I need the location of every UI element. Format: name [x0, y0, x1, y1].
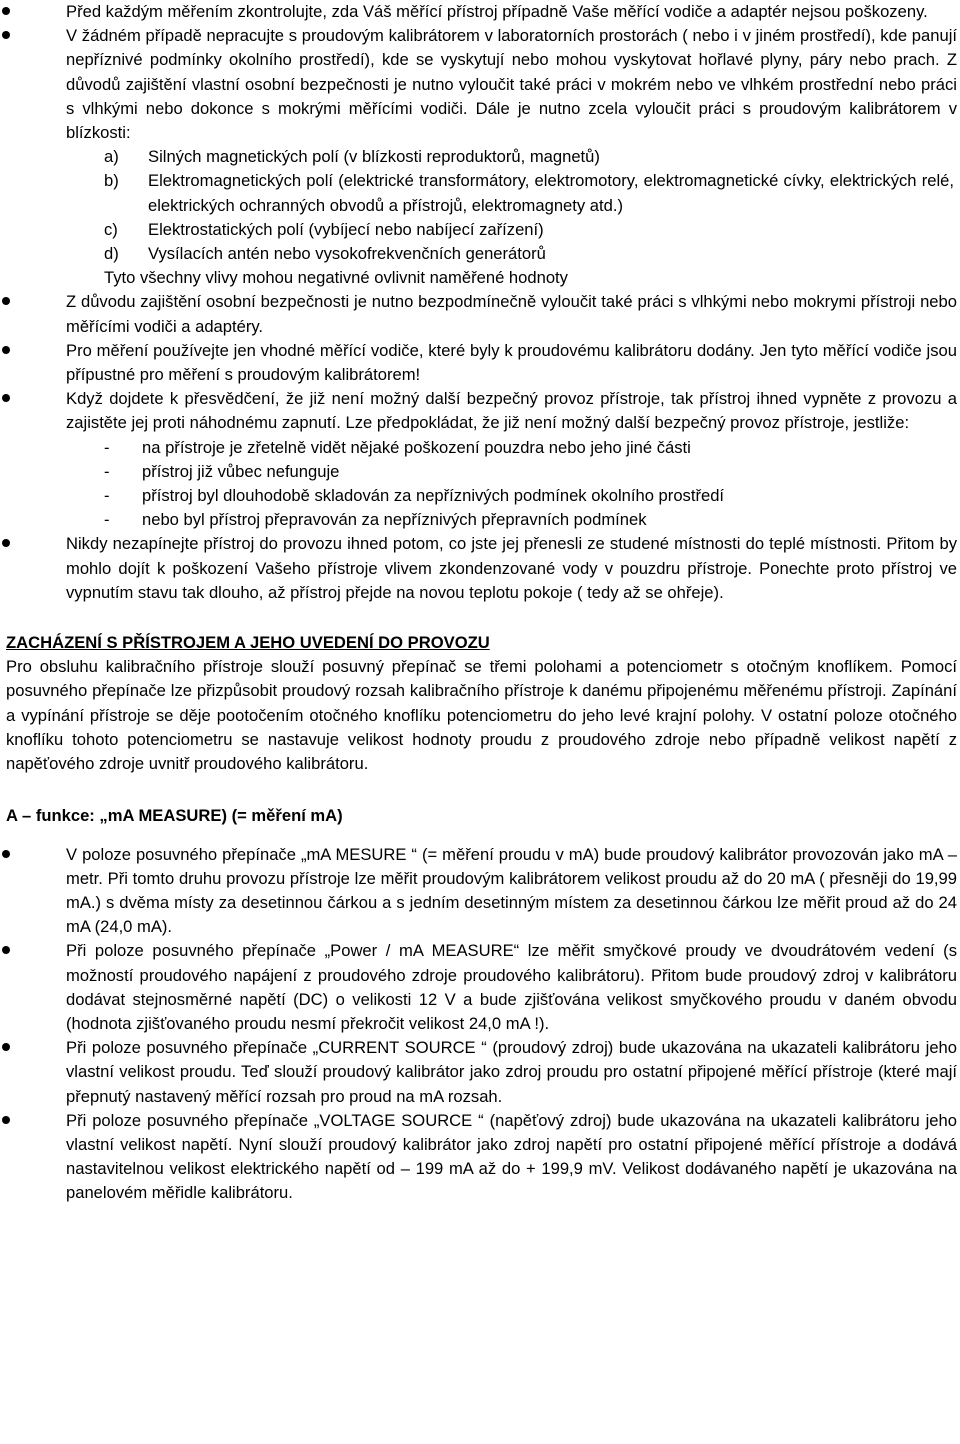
bullet-item	[0, 532, 960, 605]
bullet-text: V poloze posuvného přepínače „mA MESURE “ (= měření proudu v mA) bude proudový kalibrátor provozován jako mA – metr. Při tomto druhu provozu přístroje lze měřit proudovým kalibrátorem velikost proudu až do 20 mA ( přesněji do 19,99 mA.) s dvěma místy za desetinnou čárkou a s jedním desetinným místem za desetinnou čárkou lze měřit proud až do 24 mA (24,0 mA).	[66, 844, 957, 937]
dash-marker: -	[104, 510, 110, 530]
sublist-item-c	[66, 218, 957, 242]
dash-marker: -	[104, 486, 110, 506]
sublist-marker: d)	[104, 244, 119, 264]
bullet-text: Při poloze posuvného přepínače „VOLTAGE SOURCE “ (napěťový zdroj) bude ukazována na ukazateli kalibrátoru jeho vlastní velikost napětí. Nyní slouží proudový kalibrátor jako zdroj napětí pro ostatní připojené měřící přístroje a dodává nastavitelnou velikost elektrického napětí od – 199 mA až do + 199,9 mV. Velikost dodávaného napětí je ukazována na panelovém měřidle kalibrátoru.	[66, 1110, 957, 1203]
bullet-item	[0, 24, 960, 290]
bullet-icon	[2, 946, 10, 954]
sublist-text: Elektrostatických polí (vybíjecí nebo nabíjecí zařízení)	[148, 219, 544, 239]
bullet-item	[0, 1109, 960, 1206]
sublist-marker: c)	[104, 219, 118, 239]
bullet-icon	[2, 31, 10, 39]
influence-note: Tyto všechny vlivy mohou negativné ovlivnit naměřené hodnoty	[104, 268, 568, 288]
bullet-icon	[2, 1116, 10, 1124]
dash-marker: -	[104, 437, 110, 457]
dash-text: na přístroje je zřetelně vidět nějaké poškození pouzdra nebo jeho jiné části	[142, 437, 691, 457]
dash-text: přístroj byl dlouhodobě skladován za nepříznivých podmínek okolního prostředí	[142, 486, 725, 506]
sublist-item-d	[66, 242, 957, 266]
bullet-text: Nikdy nezapínejte přístroj do provozu ihned potom, co jste jej přenesli ze studené místnosti do teplé místnosti. Přitom by mohlo dojít k poškození Vašeho přístroje vlivem zkondenzované vody v pouzdru přístroje. Ponechte proto přístroj ve vypnutím stavu tak dlouho, až přístroj přejde na novou teplotu pokoje ( tedy až se ohřeje).	[66, 534, 957, 602]
dash-item	[66, 508, 957, 532]
dash-item	[66, 436, 957, 460]
bullet-icon	[2, 7, 10, 15]
dash-marker: -	[104, 461, 110, 481]
bullet-icon	[2, 346, 10, 354]
bullet-icon	[2, 394, 10, 402]
bullet-item	[0, 939, 960, 1036]
function-heading: A – funkce: „mA MEASURE) (= měření mA)	[6, 806, 343, 826]
dash-text: přístroj již vůbec nefunguje	[142, 461, 340, 481]
bullet-item	[0, 339, 960, 387]
sublist-item-b	[66, 169, 957, 217]
bullet-icon	[2, 1043, 10, 1051]
dash-item	[66, 460, 957, 484]
bullet-text: Při poloze posuvného přepínače „CURRENT SOURCE “ (proudový zdroj) bude ukazována na ukazateli kalibrátoru jeho vlastní velikost proudu. Teď slouží proudový kalibrátor jako zdroj proudu pro ostatní připojené měřící přístroje (které mají přepnutý nastavený měřící rozsah pro proud na mA rozsah.	[66, 1038, 957, 1106]
bullet-text: Když dojdete k přesvědčení, že již není možný další bezpečný provoz přístroje, tak přístroj ihned vypněte z provozu a zajistěte jej proti náhodnému zapnutí. Lze předpokládat, že již není možný další bezpečný provoz přístroje, jestliže:	[66, 389, 957, 433]
section-paragraph: Pro obsluhu kalibračního přístroje slouží posuvný přepínač se třemi polohami a potenciometr s otočným knoflíkem. Pomocí posuvného přepínače lze přizpůsobit proudový rozsah kalibračního přístroje k danému připojenému měřenému přístroji. Zapínání a vypínání přístroje se děje pootočením otočného knoflíku potenciometru do jeho levé krajní polohy. V ostatní poloze otočného knoflíku tohoto potenciometru se nastavuje velikost hodnoty proudu z proudového zdroje nebo případně velikost napětí z napěťového zdroje uvnitř proudového kalibrátoru.	[6, 657, 957, 774]
bullet-icon	[2, 850, 10, 858]
bullet-item	[0, 387, 960, 532]
bullet-item	[0, 290, 960, 338]
bullet-item	[0, 843, 960, 940]
sublist-item-a	[66, 145, 957, 169]
section-heading: ZACHÁZENÍ S PŘÍSTROJEM A JEHO UVEDENÍ DO PROVOZU	[6, 633, 490, 653]
bullet-text: Z důvodu zajištění osobní bezpečnosti je nutno bezpodmínečně vyloučit také práci s vlhkými nebo mokrymi přístroji nebo měřícími vodiči a adaptéry.	[66, 292, 957, 336]
bullet-text: Při poloze posuvného přepínače „Power / mA MEASURE“ lze měřit smyčkové proudy ve dvoudrátovém vedení (s možností proudového napájení z proudového zdroje proudového kalibrátoru). Přitom bude proudový zdroj v kalibrátoru dodávat stejnosměrné napětí (DC) o velikosti 12 V a bude zjišťována velikost smyčkového proudu v daném obvodu (hodnota zjišťovaného proudu nesmí překročit velikost 24,0 mA !).	[66, 941, 957, 1033]
sublist-text: Silných magnetických polí (v blízkosti reproduktorů, magnetů)	[148, 147, 600, 167]
sublist-text: Elektromagnetických polí (elektrické transformátory, elektromotory, elektromagnetické cívky, elektrických relé, elektrických ochranných obvodů a přístrojů, elektromagnety atd.)	[148, 171, 954, 215]
bullet-icon	[2, 297, 10, 305]
bullet-text: Pro měření používejte jen vhodné měřící vodiče, které byly k proudovému kalibrátoru dodány. Jen tyto měřící vodiče jsou přípustné pro měření s proudovým kalibrátorem!	[66, 340, 957, 385]
sublist-text: Vysílacích antén nebo vysokofrekvenčních generátorů	[148, 244, 546, 264]
sublist-marker: b)	[104, 171, 119, 191]
bullet-item	[0, 0, 960, 24]
dash-item	[66, 484, 957, 508]
bullet-text: Před každým měřením zkontrolujte, zda Váš měřící přístroj případně Vaše měřící vodiče a adaptér nejsou poškozeny.	[66, 2, 928, 21]
sublist-marker: a)	[104, 147, 119, 167]
bullet-icon	[2, 539, 10, 547]
bullet-item	[0, 1036, 960, 1109]
bullet-text: V žádném případě nepracujte s proudovým kalibrátorem v laboratorních prostorách ( nebo i v jiném prostředí), kde panují nepříznivé podmínky okolního prostředí), kde se vyskytují nebo mohou vyskytovat hořlavé plyny, páry nebo prach. Z důvodů zajištění vlastní osobní bezpečnosti je nutno vyloučit také práci v mokrém nebo ve vlhkém prostřední nebo práci s vlhkými nebo dokonce s mokrými měřícími vodiči. Dále je nutno zcela vyloučit práci s proudovým kalibrátorem v blízkosti:	[66, 26, 957, 143]
dash-text: nebo byl přístroj přepravován za nepříznivých přepravních podmínek	[142, 510, 647, 530]
